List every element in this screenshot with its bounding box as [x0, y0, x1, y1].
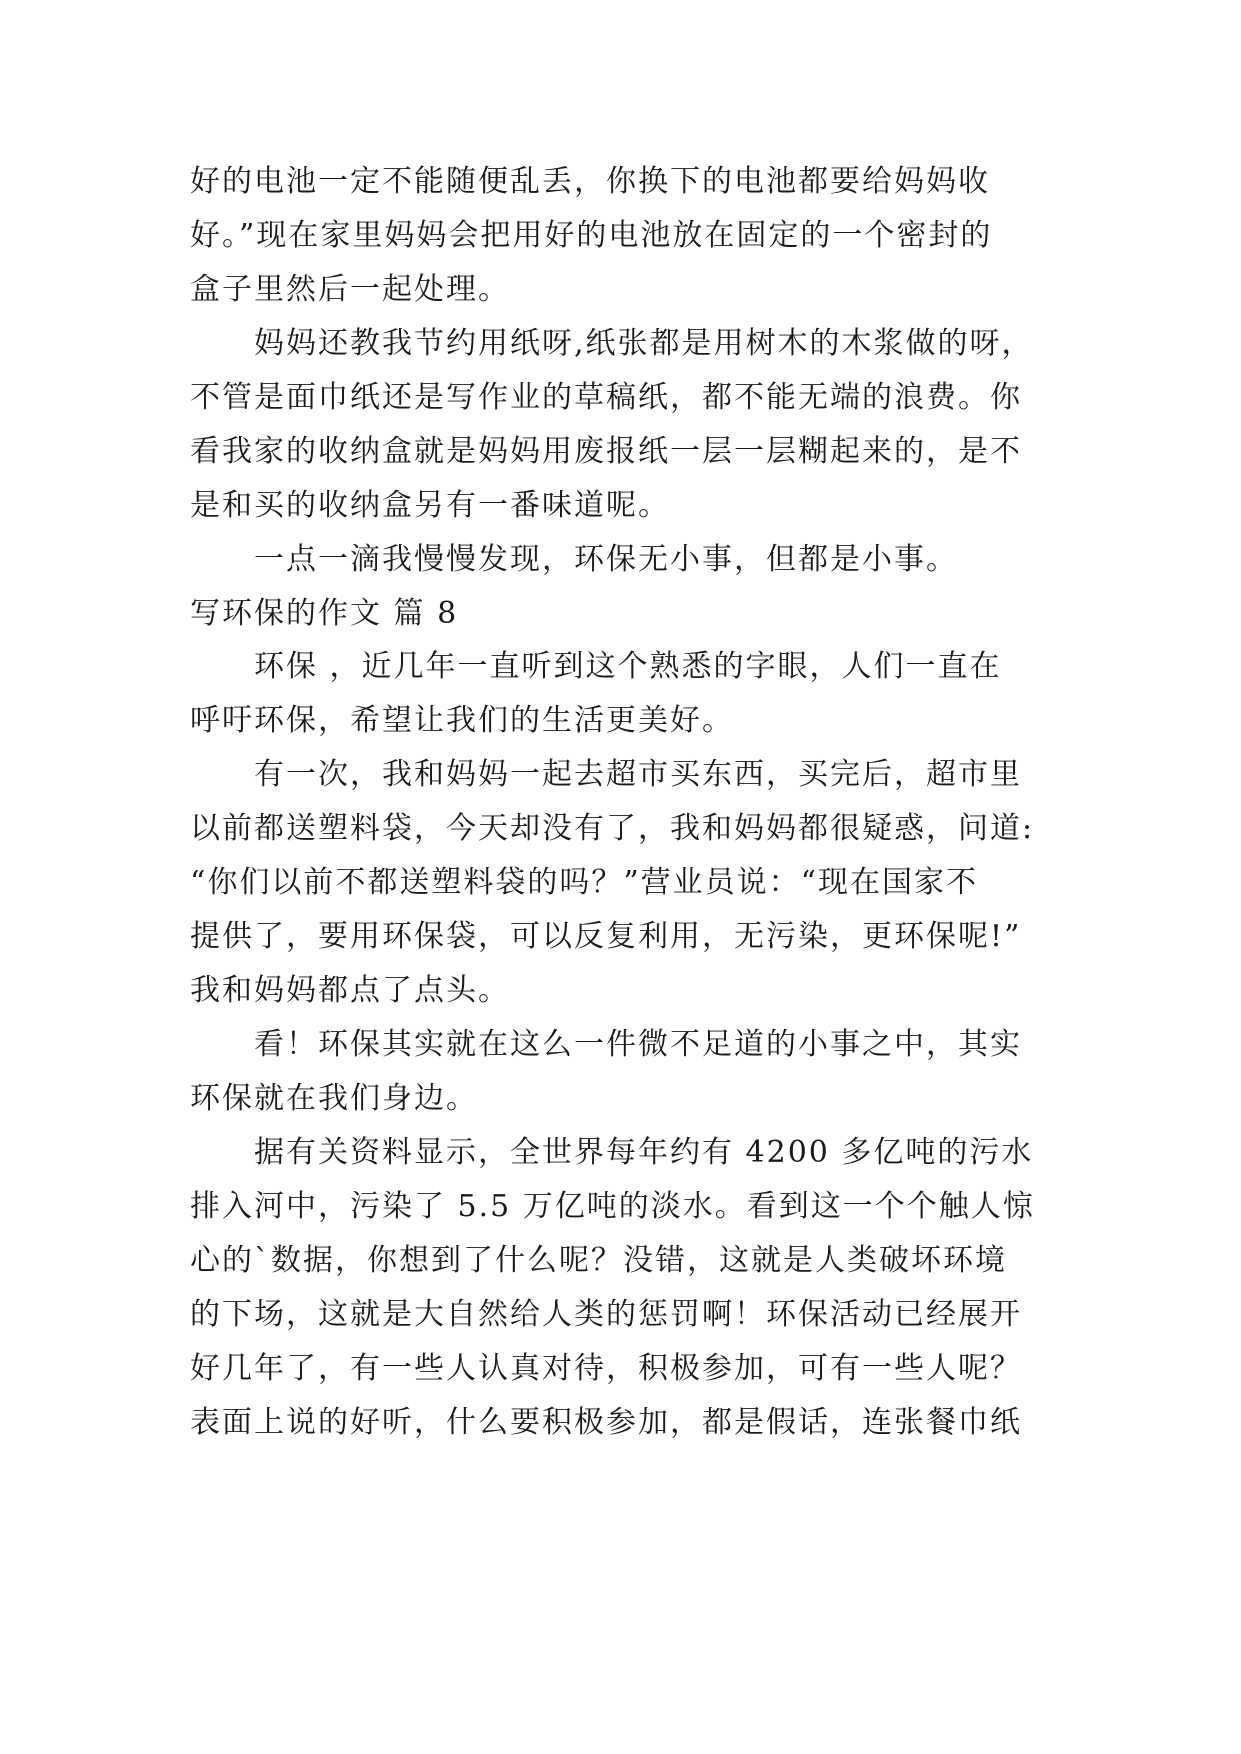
text-line: 心的`数据，你想到了什么呢？没错，这就是人类破坏环境: [190, 1243, 1007, 1278]
text-line: 一点一滴我慢慢发现，环保无小事，但都是小事。: [254, 542, 958, 577]
text-line: 盒子里然后一起处理。: [190, 272, 510, 307]
text-line: 有一次，我和妈妈一起去超市买东西，买完后，超市里: [254, 757, 1022, 792]
text-line: 表面上说的好听，什么要积极参加，都是假话，连张餐巾纸: [190, 1405, 1022, 1440]
text-line: 环保 ，近几年一直听到这个熟悉的字眼，人们一直在: [254, 649, 1002, 684]
text-line: 我和妈妈都点了点头。: [190, 973, 510, 1008]
text-line: 是和买的收纳盒另有一番味道呢。: [190, 488, 670, 523]
text-line: 呼吁环保，希望让我们的生活更美好。: [190, 703, 734, 738]
text-line: 好。”现在家里妈妈会把用好的电池放在固定的一个密封的: [190, 218, 993, 253]
text-line: 好的电池一定不能随便乱丢，你换下的电池都要给妈妈收: [190, 164, 990, 199]
text-line: 据有关资料显示，全世界每年约有 4200 多亿吨的污水: [254, 1135, 1034, 1170]
text-line: 不管是面巾纸还是写作业的草稿纸，都不能无端的浪费。你: [190, 380, 1022, 415]
text-line: 看！环保其实就在这么一件微不足道的小事之中，其实: [254, 1027, 1022, 1062]
text-line: 排入河中，污染了 5.5 万亿吨的淡水。看到这一个个触人惊: [190, 1189, 1035, 1224]
text-line: 提供了，要用环保袋，可以反复利用，无污染，更环保呢!”: [190, 919, 1022, 954]
text-line: 的下场，这就是大自然给人类的惩罚啊！环保活动已经展开: [190, 1297, 1022, 1332]
document-page: [190, 155, 1056, 1450]
text-line: 妈妈还教我节约用纸呀,纸张都是用树木的木浆做的呀，: [254, 326, 1034, 361]
text-line: 好几年了，有一些人认真对待，积极参加，可有一些人呢？: [190, 1351, 1022, 1386]
text-line: 看我家的收纳盒就是妈妈用废报纸一层一层糊起来的，是不: [190, 434, 1022, 469]
text-line: 以前都送塑料袋，今天却没有了，我和妈妈都很疑惑，问道:: [190, 811, 1035, 846]
section-heading: 写环保的作文 篇 8: [190, 596, 459, 631]
text-line: “你们以前不都送塑料袋的吗？”营业员说：“现在国家不: [190, 865, 979, 900]
text-line: 环保就在我们身边。: [190, 1081, 478, 1116]
